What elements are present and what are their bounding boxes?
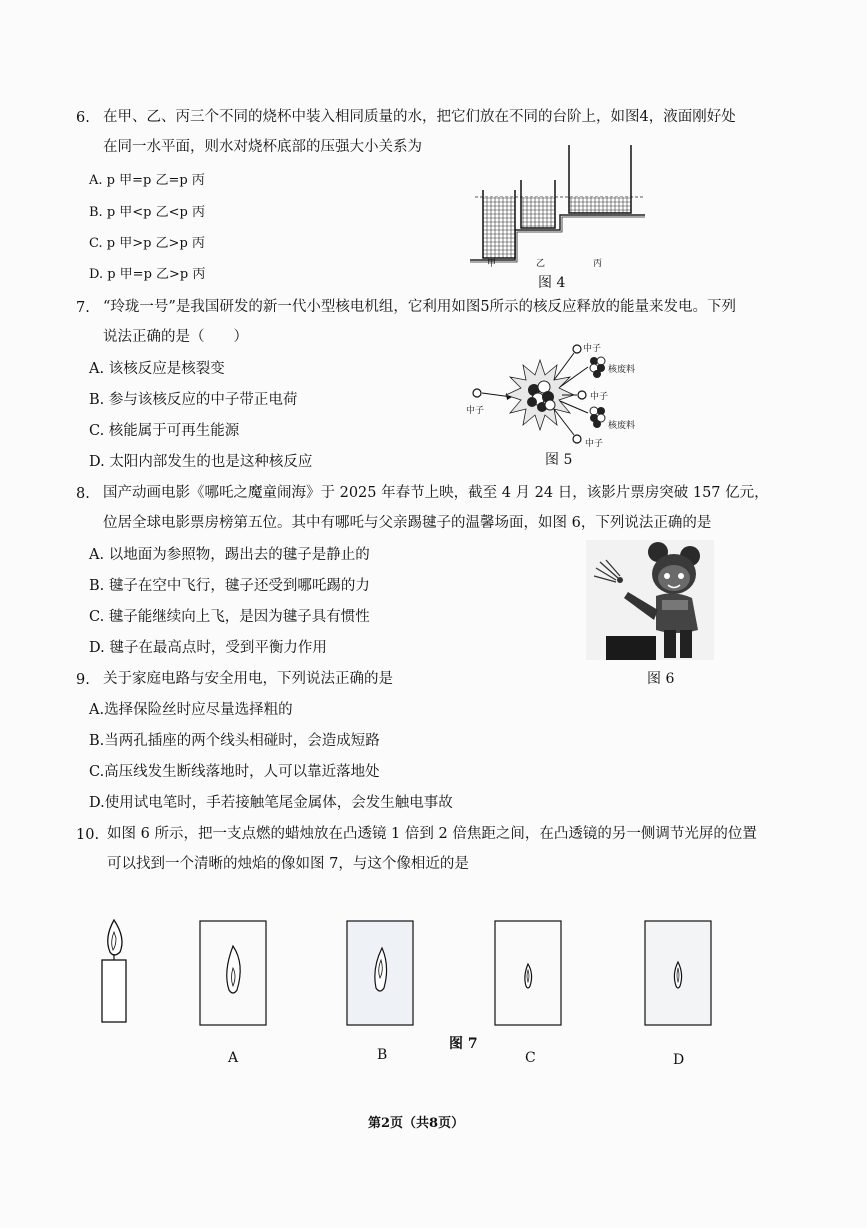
figure7-option-b-image xyxy=(346,920,414,1026)
q8-stem-line1: 国产动画电影《哪吒之魔童闹海》于 2025 年春节上映，截至 4 月 24 日，该影片票房突破 157 亿元， xyxy=(103,485,769,501)
figure5-label-neutron-in: 中子 xyxy=(466,406,485,416)
q7-option-a: A. 该核反应是核裂变 xyxy=(89,361,225,377)
q7-option-d: D. 太阳内部发生的也是这种核反应 xyxy=(89,454,313,470)
q10-number: 10. xyxy=(76,827,100,843)
figure4-beakers-diagram xyxy=(465,140,655,270)
figure5-caption: 图 5 xyxy=(545,452,573,468)
figure7-option-c-image xyxy=(494,920,562,1026)
q9-number: 9. xyxy=(76,672,90,688)
q7-stem-line1: “玲珑一号”是我国研发的新一代小型核电机组，它利用如图5所示的核反应释放的能量来发电。下列 xyxy=(103,299,737,315)
page-footer: 第2页（共8页） xyxy=(368,1116,465,1131)
q9-option-b: B.当两孔插座的两个线头相碰时，会造成短路 xyxy=(89,733,380,749)
q8-option-d: D. 毽子在最高点时，受到平衡力作用 xyxy=(89,640,327,656)
q9-stem: 关于家庭电路与安全用电，下列说法正确的是 xyxy=(103,671,393,687)
q10-stem-line1: 如图 6 所示，把一支点燃的蜡烛放在凸透镜 1 倍到 2 倍焦距之间，在凸透镜的另一侧调节光屏的位置 xyxy=(107,826,757,842)
q8-number: 8. xyxy=(76,486,90,502)
figure7-option-d-image xyxy=(644,920,712,1026)
figure7-candle xyxy=(96,918,136,1028)
q6-number: 6. xyxy=(76,110,90,126)
q8-option-a: A. 以地面为参照物，踢出去的毽子是静止的 xyxy=(89,547,370,563)
figure5-label-waste-bottom: 核废料 xyxy=(608,421,636,431)
figure4-label-jia: 甲 xyxy=(487,259,497,269)
q9-option-c: C.高压线发生断线落地时，人可以靠近落地处 xyxy=(89,764,380,780)
q6-stem-line1: 在甲、乙、丙三个不同的烧杯中装入相同质量的水，把它们放在不同的台阶上，如图4，液面刚好处 xyxy=(103,109,736,125)
q8-option-b: B. 毽子在空中飞行，毽子还受到哪吒踢的力 xyxy=(89,578,370,594)
q8-option-c: C. 毽子能继续向上飞，是因为毽子具有惯性 xyxy=(89,609,370,625)
q8-stem-line2: 位居全球电影票房榜第五位。其中有哪吒与父亲踢毽子的温馨场面，如图 6，下列说法正确的是 xyxy=(103,515,712,531)
figure5-label-neutron-bottom: 中子 xyxy=(585,439,604,449)
figure7-caption: 图 7 xyxy=(449,1036,478,1052)
q7-option-c: C. 核能属于可再生能源 xyxy=(89,423,240,439)
figure5-label-waste-top: 核废料 xyxy=(608,365,636,375)
q7-stem-line2: 说法正确的是（ ） xyxy=(103,329,248,345)
q7-option-b: B. 参与该核反应的中子带正电荷 xyxy=(89,392,298,408)
figure7-label-d: D xyxy=(673,1052,685,1068)
q7-number: 7. xyxy=(76,300,90,316)
figure5-label-neutron-mid: 中子 xyxy=(590,392,609,402)
q6-option-a: A. p 甲=p 乙=p 丙 xyxy=(89,173,205,188)
figure4-caption: 图 4 xyxy=(538,275,566,291)
q9-option-a: A.选择保险丝时应尽量选择粗的 xyxy=(89,702,293,718)
figure7-label-a: A xyxy=(228,1050,239,1066)
q6-option-b: B. p 甲<p 乙<p 丙 xyxy=(89,205,205,220)
q9-option-d: D.使用试电笔时，手若接触笔尾金属体，会发生触电事故 xyxy=(89,795,453,811)
figure6-nezha-kicking-shuttlecock-image xyxy=(586,540,714,660)
q6-option-d: D. p 甲=p 乙>p 丙 xyxy=(89,267,206,282)
figure5-nuclear-fission-diagram xyxy=(462,335,642,455)
q6-stem-line2: 在同一水平面，则水对烧杯底部的压强大小关系为 xyxy=(103,139,422,155)
figure7-label-c: C xyxy=(525,1050,536,1066)
q10-stem-line2: 可以找到一个清晰的烛焰的像如图 7，与这个像相近的是 xyxy=(107,856,469,872)
figure4-label-bing: 丙 xyxy=(593,259,603,269)
q6-option-c: C. p 甲>p 乙>p 丙 xyxy=(89,236,205,251)
figure7-label-b: B xyxy=(377,1047,388,1063)
figure6-caption: 图 6 xyxy=(647,671,675,687)
figure4-label-yi: 乙 xyxy=(536,259,546,269)
figure7-option-a-image xyxy=(199,920,267,1026)
figure5-label-neutron-top: 中子 xyxy=(583,344,602,354)
